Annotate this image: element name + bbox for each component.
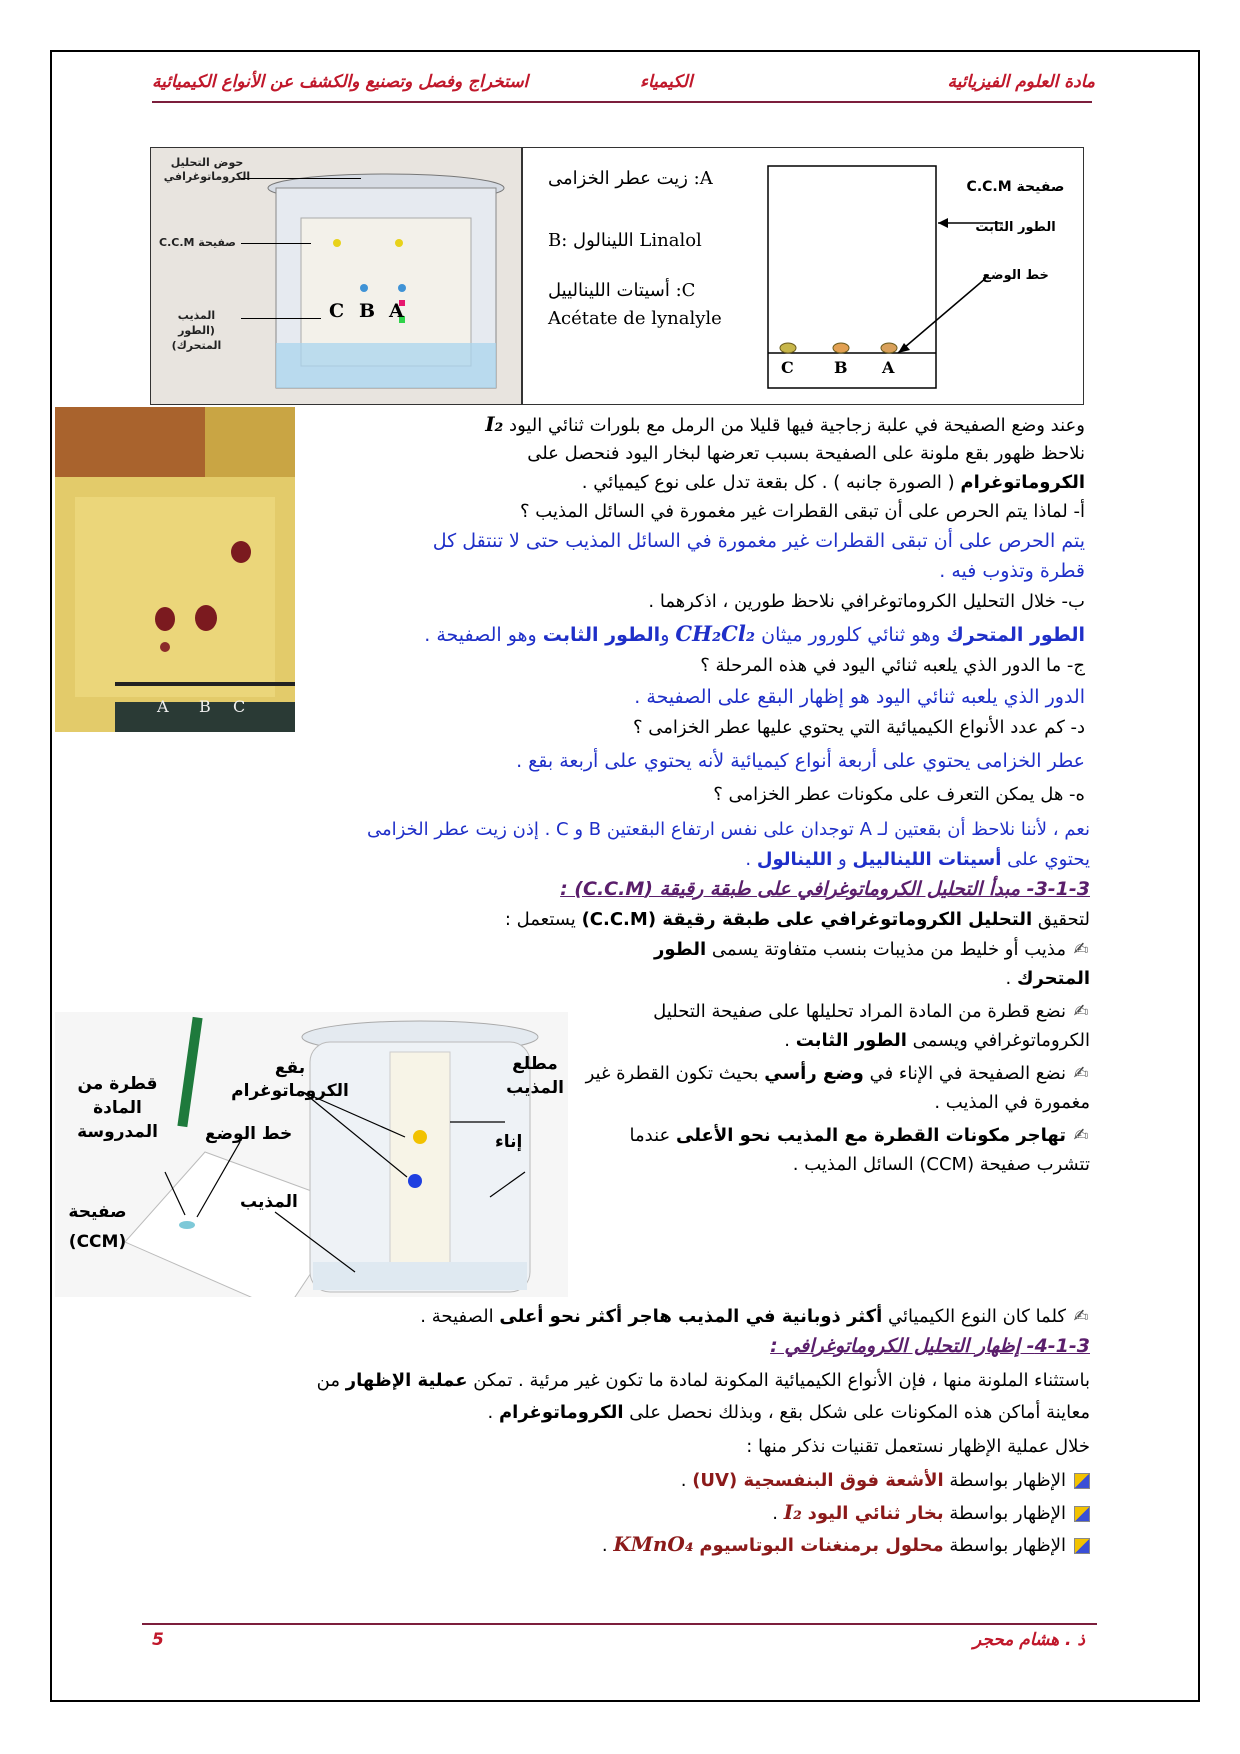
solvent-arrow (241, 318, 321, 319)
right-letter-a: A (882, 358, 895, 377)
pencil-icon: ✍ (1073, 939, 1089, 960)
linalyl-acetate-term: أسيتات اللينالييل (852, 849, 1002, 870)
item-1-end: . (1005, 968, 1012, 989)
vis-2-pre: الإظهار بواسطة (949, 1503, 1066, 1524)
mobile-phase-term: الطور المتحرك (946, 624, 1085, 646)
plate-label-right: صفيحة C.C.M (966, 179, 1065, 195)
section-3-list (580, 935, 1090, 1179)
pencil-icon: ✍ (1073, 1306, 1089, 1327)
vis-2-bold: بخار ثنائي اليود (807, 1503, 944, 1524)
solvent-label: المذيب (الطور المتحرك) (171, 309, 222, 352)
list-item (190, 1530, 1090, 1562)
list-item (580, 997, 1090, 1055)
item-4-end: عندما تتشرب صفيحة (CCM) السائل المذيب . (629, 1125, 1090, 1175)
vis-3-bold: محلول برمنغنات البوتاسيوم (699, 1535, 944, 1556)
vis-3-formula: KMnO₄ (613, 1532, 694, 1556)
legend-a: A: زيت عطر الخزامى (548, 168, 713, 189)
right-letter-b: B (834, 358, 848, 377)
section-3-title: 3-1-3- مبدأ التحليل الكروماتوغرافي على طبقة رقيقة (C.C.M) : (560, 878, 1090, 900)
linalool-term: اللينالول (756, 849, 833, 870)
photo-letter-a: A (157, 697, 169, 716)
para-1-a: باستثناء الملونة منها ، فإن الأنواع الكيميائية المكونة لمادة ما تكون غير مرئية . تمكن (473, 1370, 1090, 1391)
list-item (190, 1466, 1090, 1498)
vis-2-post: . (772, 1503, 779, 1524)
tank-arrow (241, 178, 361, 179)
solvent-label-bottom: المذيب (240, 1192, 298, 1212)
item-2-text: نضع قطرة من المادة المراد تحليلها على صفيحة التحليل الكروماتوغرافي ويسمى (653, 1001, 1090, 1051)
section-4-para-2 (150, 1398, 1090, 1427)
stationary-phase-label: الطور الثابت (975, 220, 1056, 235)
para-1-c: من (316, 1370, 341, 1391)
spots-label: بقع الكروماتوغرام (231, 1058, 349, 1101)
section-3-intro-a: لتحقيق (1037, 909, 1090, 930)
answer-e-line-2 (150, 845, 1090, 874)
vis-1-post: . (680, 1470, 687, 1491)
item-4-bold: تهاجر مكونات القطرة مع المذيب نحو الأعلى (675, 1125, 1066, 1146)
tank-figure (150, 147, 522, 405)
legend-c: C: أسيتات اللينالييل (548, 280, 696, 301)
question-a: أ- لماذا يتم الحرص على أن تبقى القطرات غير مغمورة في السائل المذيب ؟ (520, 501, 1085, 522)
intro-line-2: نلاحظ ظهور بقع ملونة على الصفيحة بسبب تعرضها لبخار اليود فنحصل على (527, 443, 1085, 464)
answer-a-line-1: يتم الحرص على أن تبقى القطرات غير مغمورة في السائل المذيب حتى لا تنتقل كل (432, 530, 1085, 552)
section-4-para-1 (150, 1366, 1090, 1395)
item-3-end: بحيث تكون القطرة غير مغمورة في المذيب . (585, 1063, 1090, 1113)
tank-label: حوض التحليل الكروماتوغرافي (163, 156, 251, 183)
para-2-c: . (487, 1402, 494, 1423)
footer-author: ذ . هشام محجر (972, 1630, 1085, 1650)
answer-b-end: وهو الصفيحة . (424, 624, 537, 646)
answer-b-formula: CH₂Cl₂ (675, 621, 756, 646)
vis-1-pre: الإظهار بواسطة (949, 1470, 1066, 1491)
spot-letter-a: A (389, 300, 404, 322)
question-d: د- كم عدد الأنواع الكيميائية التي يحتوي عليها عطر الخزامى ؟ (632, 717, 1085, 738)
list-item (580, 935, 1090, 993)
spot-letter-b: B (359, 300, 376, 322)
tank-drawing (151, 148, 521, 404)
intro-line-1 (285, 410, 1085, 440)
answer-b-and: و (660, 624, 670, 646)
last-item-c: الصفيحة . (420, 1306, 494, 1327)
baseline-label-bottom: خط الوضع (205, 1124, 293, 1144)
section-3-last-item (190, 1302, 1090, 1331)
answer-e-2c: و (838, 849, 847, 870)
front-label: مطلع المذيب (506, 1054, 564, 1098)
answer-a-line-2: قطرة وتذوب فيه . (939, 560, 1085, 582)
photo-letter-c: C (233, 697, 246, 716)
item-1-text: مذيب أو خليط من مذيبات بنسب متفاوتة يسمى (711, 939, 1066, 960)
item-3-text: نضع الصفيحة في الإناء في (869, 1063, 1066, 1084)
plate-label: صفيحة C.C.M (159, 236, 236, 249)
plate-arrow (241, 243, 311, 244)
photo-letter-b: B (199, 697, 211, 716)
vis-1-bold: الأشعة فوق البنفسجية (UV) (692, 1470, 944, 1491)
list-item (580, 1059, 1090, 1117)
last-item-b: أكثر ذوبانية في المذيب هاجر أكثر نحو أعلى (499, 1306, 883, 1327)
ccm-experiment-photo (55, 1012, 568, 1297)
answer-b (285, 619, 1085, 650)
legend-b: Linalol اللينالول :B (548, 230, 702, 251)
vis-3-post: . (601, 1535, 608, 1556)
section-3-intro-b: التحليل الكروماتوغرافي على طبقة رقيقة (C.C.M) (581, 909, 1033, 930)
page-number: 5 (152, 1630, 164, 1650)
question-c: ج- ما الدور الذي يلعبه ثنائي اليود في هذه المرحلة ؟ (700, 655, 1085, 676)
answer-e-line-1: نعم ، لأننا نلاحظ أن بقعتين لـ A توجدان على نفس ارتفاع البقعتين B و C . إذن زيت عطر الخزامى (366, 819, 1090, 840)
chromatogram-drawing (55, 407, 295, 732)
pencil-icon: ✍ (1073, 1001, 1089, 1022)
chromatogram-photo (55, 407, 295, 732)
plate-label-bottom: صفيحة (CCM) (68, 1202, 127, 1252)
last-item-a: كلما كان النوع الكيميائي (887, 1306, 1066, 1327)
chromatogram-term: الكروماتوغرام (960, 472, 1085, 493)
intro-formula: I₂ (485, 412, 504, 436)
question-e: ه- هل يمكن التعرف على مكونات عطر الخزامى ؟ (713, 784, 1085, 805)
header-divider (152, 101, 1092, 103)
intro-text-3: ( الصورة جانبه ) . كل بقعة تدل على نوع كيميائي . (581, 472, 955, 493)
item-2-end: . (784, 1030, 790, 1051)
list-item (580, 1121, 1090, 1179)
answer-e-2e: . (745, 849, 752, 870)
section-4-list (190, 1466, 1090, 1562)
vis-3-pre: الإظهار بواسطة (949, 1535, 1066, 1556)
header-topic: استخراج وفصل وتصنيع والكشف عن الأنواع الكيميائية (152, 72, 529, 92)
para-1-b: عملية الإظهار (345, 1370, 468, 1391)
stationary-phase-term: الطور الثابت (542, 624, 661, 646)
para-2-a: معاينة أماكن هذه المكونات على شكل بقع ، وبذلك نحصل على (629, 1402, 1090, 1423)
header-field: الكيمياء (640, 72, 693, 92)
section-4-title: 4-1-3- إظهار التحليل الكروماتوغرافي : (770, 1335, 1090, 1357)
list-item (190, 1498, 1090, 1530)
section-3-intro-c: يستعمل : (504, 909, 576, 930)
answer-b-mid: وهو ثنائي كلورور ميثان (761, 624, 941, 646)
answer-e-2a: يحتوي على (1007, 849, 1090, 870)
answer-d: عطر الخزامى يحتوي على أربعة أنواع كيميائية لأنه يحتوي على أربعة بقع . (516, 750, 1085, 772)
bullet-icon (1074, 1506, 1090, 1522)
legend-c-french: Acétate de lynalyle (548, 308, 722, 329)
spot-letter-c: C (329, 300, 345, 322)
section-4-para-3: خلال عملية الإظهار نستعمل تقنيات نذكر منها : (746, 1436, 1090, 1457)
answer-c: الدور الذي يلعبه ثنائي اليود هو إظهار البقع على الصفيحة . (634, 686, 1085, 708)
item-3-bold: وضع رأسي (764, 1063, 864, 1084)
item-2-bold: الطور الثابت (795, 1030, 907, 1051)
vis-2-formula: I₂ (783, 1500, 802, 1524)
header-subject: مادة العلوم الفيزيائية (947, 72, 1095, 92)
bullet-icon (1074, 1473, 1090, 1489)
drop-label: قطرة من المادة المدروسة (77, 1074, 158, 1142)
question-b: ب- خلال التحليل الكروماتوغرافي نلاحظ طورين ، اذكرهما . (648, 591, 1085, 612)
pencil-icon: ✍ (1073, 1063, 1089, 1084)
pencil-icon: ✍ (1073, 1125, 1089, 1146)
baseline-label: خط الوضع (982, 268, 1049, 283)
item-1-bold: الطور المتحرك (654, 939, 1090, 989)
bullet-icon (1074, 1538, 1090, 1554)
para-2-b: الكروماتوغرام (498, 1402, 624, 1423)
intro-line-3 (285, 468, 1085, 497)
right-letter-c: C (781, 358, 794, 377)
vessel-label: إناء (495, 1132, 523, 1152)
section-3-intro (190, 905, 1090, 934)
ccm-schematic (522, 147, 1084, 405)
footer-divider (142, 1623, 1097, 1625)
intro-text-1: وعند وضع الصفيحة في علبة زجاجية فيها قليلا من الرمل مع بلورات ثنائي اليود (509, 415, 1085, 436)
